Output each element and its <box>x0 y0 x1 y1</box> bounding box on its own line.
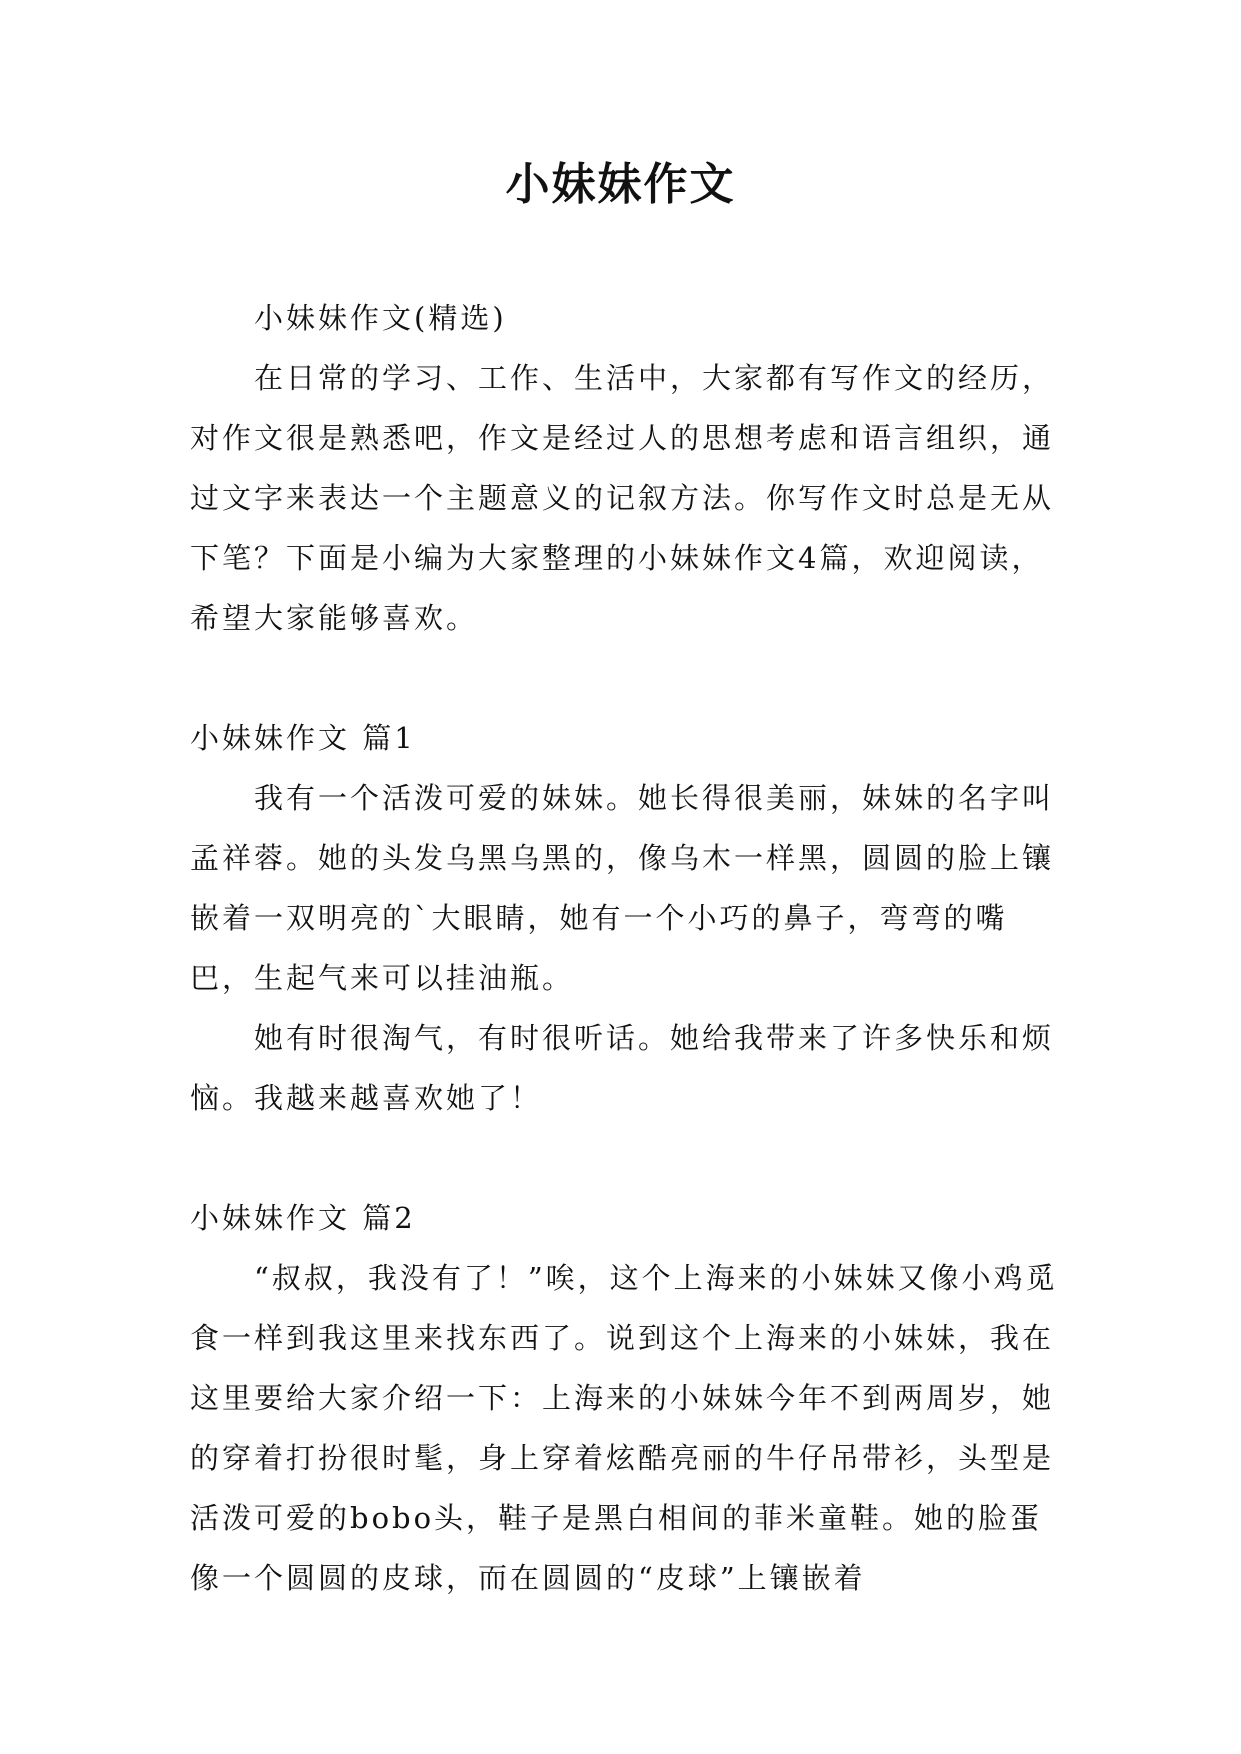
section-1-paragraph-1: 我有一个活泼可爱的妹妹。她长得很美丽，妹妹的名字叫孟祥蓉。她的头发乌黑乌黑的，像乌木一样黑，圆圆的脸上镶嵌着一双明亮的`大眼睛，她有一个小巧的鼻子，弯弯的嘴巴，生起气来可以挂油瓶。 <box>190 781 1055 995</box>
document-title: 小妹妹作文 <box>505 159 736 210</box>
document-body <box>190 288 1060 1608</box>
section-2-paragraph-1: “叔叔，我没有了！”唉，这个上海来的小妹妹又像小鸡觅食一样到我这里来找东西了。说到这个上海来的小妹妹，我在这里要给大家介绍一下：上海来的小妹妹今年不到两周岁，她的穿着打扮很时髦，身上穿着炫酷亮丽的牛仔吊带衫，头型是活泼可爱的bobo头，鞋子是黑白相间的菲米童鞋。她的脸蛋像一个圆圆的皮球，而在圆圆的“皮球”上镶嵌着 <box>190 1261 1058 1595</box>
document-subtitle: 小妹妹作文(精选) <box>254 301 507 335</box>
intro-paragraph: 在日常的学习、工作、生活中，大家都有写作文的经历，对作文很是熟悉吧，作文是经过人的思想考虑和语言组织，通过文字来表达一个主题意义的记叙方法。你写作文时总是无从下笔？下面是小编为大家整理的小妹妹作文4篇，欢迎阅读，希望大家能够喜欢。 <box>190 361 1055 635</box>
section-heading-2: 小妹妹作文 篇2 <box>190 1201 416 1235</box>
section-heading-1: 小妹妹作文 篇1 <box>190 721 416 755</box>
section-1-paragraph-2: 她有时很淘气，有时很听话。她给我带来了许多快乐和烦恼。我越来越喜欢她了！ <box>190 1021 1055 1115</box>
